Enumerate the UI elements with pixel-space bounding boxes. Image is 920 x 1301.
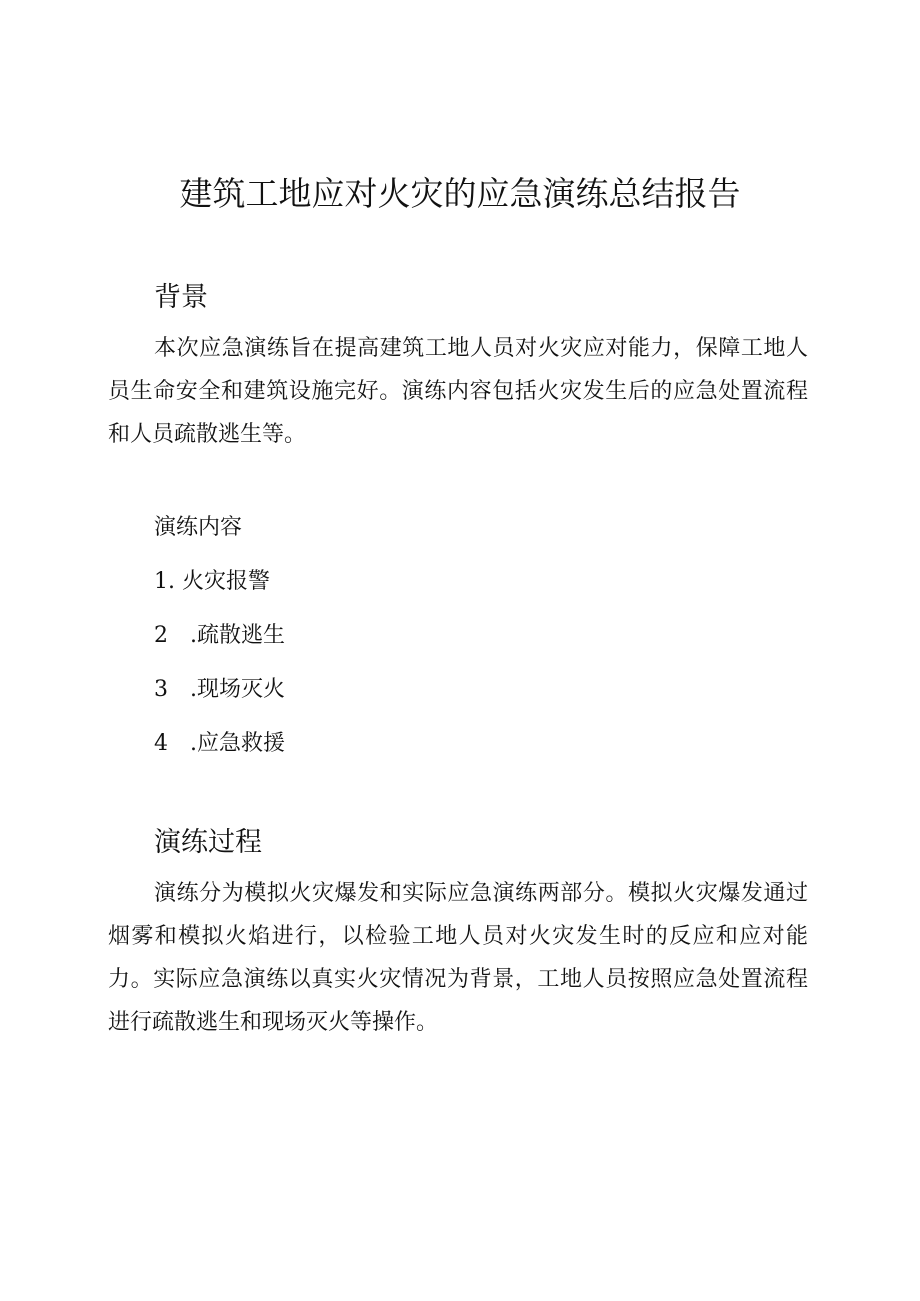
- drill-content-list: [154, 508, 285, 778]
- background-paragraph: 本次应急演练旨在提高建筑工地人员对火灾应对能力，保障工地人员生命安全和建筑设施完好。演练内容包括火灾发生后的应急处置流程和人员疏散逃生等。: [108, 336, 808, 447]
- list-item: 2 .疏散逃生: [154, 623, 285, 648]
- list-item: 4 .应急救援: [154, 731, 285, 756]
- list-item: 1. 火灾报警: [154, 569, 270, 594]
- drill-items: [154, 562, 285, 778]
- list-item: 3 .现场灭火: [154, 677, 285, 702]
- process-paragraph: 演练分为模拟火灾爆发和实际应急演练两部分。模拟火灾爆发通过烟雾和模拟火焰进行，以检验工地人员对火灾发生时的反应和应对能力。实际应急演练以真实火灾情况为背景，工地人员按照应急处置流程进行疏散逃生和现场灭火等操作。: [108, 881, 808, 1035]
- section-heading-process: 演练过程: [154, 827, 262, 858]
- document-title: 建筑工地应对火灾的应急演练总结报告: [179, 174, 741, 213]
- drill-content-heading: 演练内容: [154, 515, 243, 540]
- section-heading-background: 背景: [154, 282, 208, 313]
